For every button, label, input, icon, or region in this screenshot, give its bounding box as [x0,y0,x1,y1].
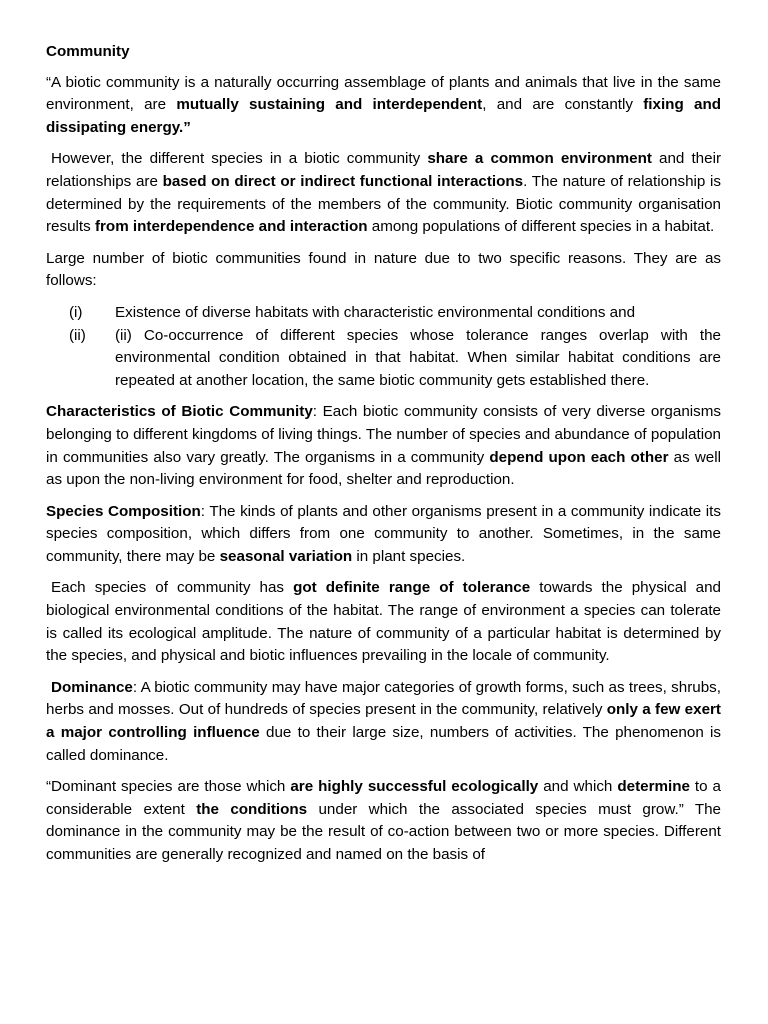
section-title: Community [46,43,130,60]
species-composition-paragraph: Species Composition: The kinds of plants and other organisms present in a community indicate its species composition, which differs from one community to another. Sometimes, in the same community, there may be seasonal variation in plant species. [46,502,721,565]
list-item: (i) Existence of diverse habitats with characteristic environmental conditions and [46,302,721,325]
list-marker: (ii) [69,326,86,344]
definition-paragraph: “A biotic community is a naturally occurring assemblage of plants and animals that live in the same environment, are mutually sustaining and interdependent, and are constantly fixing and dissipating energy.” [46,73,722,136]
tolerance-paragraph: Each species of community has got definite range of tolerance towards the physical and biological environmental conditions of the habitat. The range of environment a species can tolerate is called its ecological amplitude. The nature of community of a particular habitat is determined by the species, and physical and biotic influences prevailing in the locale of community. [46,579,721,665]
reasons-list [46,302,721,392]
reasons-intro-paragraph: Large number of biotic communities found in nature due to two specific reasons. They are as follows: [46,249,721,290]
dominant-species-paragraph: “Dominant species are those which are highly successful ecologically and which determine to a considerable extent the conditions under which the associated species must grow.” The dominance in the community may be the result of co-action between two or more species. Different communities are generally recognized and named on the basis of [46,778,722,863]
document-page [46,41,721,876]
list-marker: (i) [69,303,83,321]
however-paragraph: However, the different species in a biotic community share a common environment and their relationships are based on direct or indirect functional interactions. The nature of relationship is determined by the requirements of the members of the community. Biotic community organisation results from interdependence and interaction among populations of different species in a habitat. [46,150,721,236]
dominance-paragraph: Dominance: A biotic community may have major categories of growth forms, such as trees, shrubs, herbs and mosses. Out of hundreds of species present in the community, relatively only a few exert a major controlling influence due to their large size, numbers of activities. The phenomenon is called dominance. [46,678,721,764]
characteristics-paragraph: Characteristics of Biotic Community: Each biotic community consists of very diverse organisms belonging to different kingdoms of living things. The number of species and abundance of population in communities also vary greatly. The organisms in a community depend upon each other as well as upon the non-living environment for food, shelter and reproduction. [46,403,721,489]
list-item: (ii) (ii) Co-occurrence of different species whose tolerance ranges overlap with the environmental condition obtained in that habitat. When similar habitat conditions are repeated at another location, the same biotic community gets established there. [69,326,721,389]
